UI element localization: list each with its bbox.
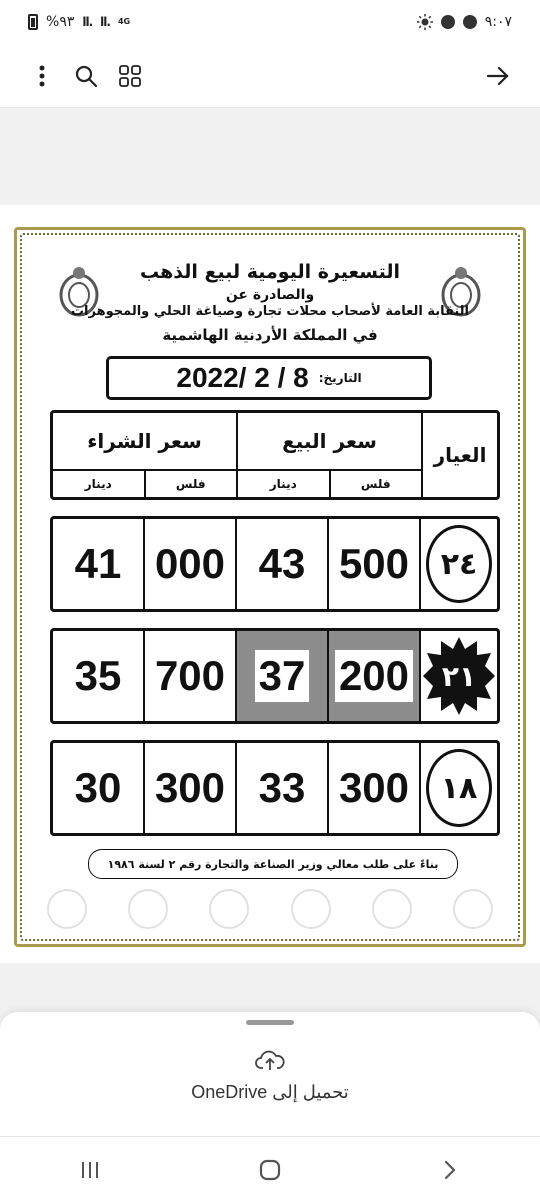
viewer-toolbar: [0, 44, 540, 108]
sale-dinar-header: دينار: [238, 471, 331, 497]
buy-dinar-cell: 30: [53, 743, 145, 833]
status-left: [28, 14, 130, 30]
sale-dinar-value: 37: [255, 650, 310, 702]
sale-dinar-cell: [237, 631, 329, 721]
table-row: [50, 628, 500, 724]
signal-icon-2: ll.: [100, 15, 110, 29]
buy-fils-cell: 300: [145, 743, 237, 833]
battery-percent: %٩٣: [46, 14, 75, 30]
footnote: بناءً على طلب معالي وزير الصناعة والتجارة رقم ٢ لسنة ١٩٨٦: [88, 849, 458, 879]
sheet-subtitle: والصادرة عن: [225, 287, 315, 303]
buy-subheader: [53, 471, 236, 497]
buy-header: سعر الشراء: [53, 413, 236, 471]
status-right: [417, 14, 512, 30]
karat-cell: [421, 519, 497, 609]
system-nav-bar: [0, 1140, 540, 1200]
home-icon[interactable]: [240, 1148, 300, 1192]
date-box: [106, 356, 432, 400]
network-4g-icon: 4G: [117, 17, 131, 26]
watermark-logo-icon: [128, 889, 168, 929]
sheet-title: التسعيرة اليومية لبيع الذهب: [140, 261, 400, 283]
buy-header-group: [53, 413, 238, 497]
sale-subheader: [238, 471, 421, 497]
country-name: في المملكة الأردنية الهاشمية: [162, 326, 378, 344]
sale-fils-cell: 500: [329, 519, 421, 609]
buy-fils-cell: 000: [145, 519, 237, 609]
sale-fils-value: 200: [335, 650, 413, 702]
clock: ٩:٠٧: [484, 14, 512, 30]
sale-header: سعر البيع: [238, 413, 421, 471]
date-value: 2022/ 2 / 8: [176, 362, 309, 393]
decorative-border: [14, 227, 526, 947]
watermark-logos: [26, 889, 514, 929]
karat-cell: [421, 631, 497, 721]
price-table: [50, 410, 500, 836]
price-sheet-image[interactable]: [0, 205, 540, 963]
karat-cell: [421, 743, 497, 833]
facebook-icon: [441, 15, 455, 29]
sale-dinar-cell: 43: [237, 519, 329, 609]
karat-value: ٢١: [441, 659, 477, 693]
recent-apps-icon[interactable]: [60, 1148, 120, 1192]
sale-fils-header: فلس: [360, 477, 391, 491]
onedrive-upload-button[interactable]: [0, 1048, 540, 1103]
buy-dinar-header: دينار: [53, 471, 146, 497]
karat-header: العيار: [421, 413, 497, 497]
price-sheet-content: [26, 239, 514, 935]
issuer-name: النقابة العامة لأصحاب محلات تجارة وصياغة الحلي والمجوهرات: [70, 304, 470, 319]
status-bar: [0, 0, 540, 44]
search-icon[interactable]: [64, 54, 108, 98]
bottom-sheet: [0, 1012, 540, 1200]
sheet-divider: [0, 1136, 540, 1137]
onedrive-upload-label: تحميل إلى OneDrive: [191, 1082, 349, 1102]
buy-fils-cell: 700: [145, 631, 237, 721]
buy-fils-header: فلس: [175, 477, 206, 491]
karat-badge: ١٨: [426, 749, 492, 827]
watermark-logo-icon: [453, 889, 493, 929]
more-vert-icon[interactable]: [20, 54, 64, 98]
facebook-icon-2: [463, 15, 477, 29]
date-label: التاريخ:: [318, 371, 362, 385]
buy-dinar-cell: 41: [53, 519, 145, 609]
table-row: [50, 516, 500, 612]
sheet-drag-handle[interactable]: [246, 1020, 294, 1025]
karat-badge: [423, 635, 495, 717]
watermark-logo-icon: [209, 889, 249, 929]
buy-dinar-cell: 35: [53, 631, 145, 721]
forward-arrow-icon[interactable]: [476, 54, 520, 98]
table-row: [50, 740, 500, 836]
watermark-logo-icon: [47, 889, 87, 929]
table-header: [50, 410, 500, 500]
battery-icon: [28, 14, 38, 30]
sale-dinar-cell: 33: [237, 743, 329, 833]
watermark-logo-icon: [291, 889, 331, 929]
grid-icon[interactable]: [108, 54, 152, 98]
signal-icon: ll.: [82, 15, 93, 29]
cloud-upload-icon: [255, 1048, 285, 1072]
sale-header-group: [238, 413, 421, 497]
back-icon[interactable]: [420, 1148, 480, 1192]
brightness-icon: [417, 14, 433, 30]
watermark-logo-icon: [372, 889, 412, 929]
karat-badge: ٢٤: [426, 525, 492, 603]
sale-fils-cell: [329, 631, 421, 721]
sale-fils-cell: 300: [329, 743, 421, 833]
